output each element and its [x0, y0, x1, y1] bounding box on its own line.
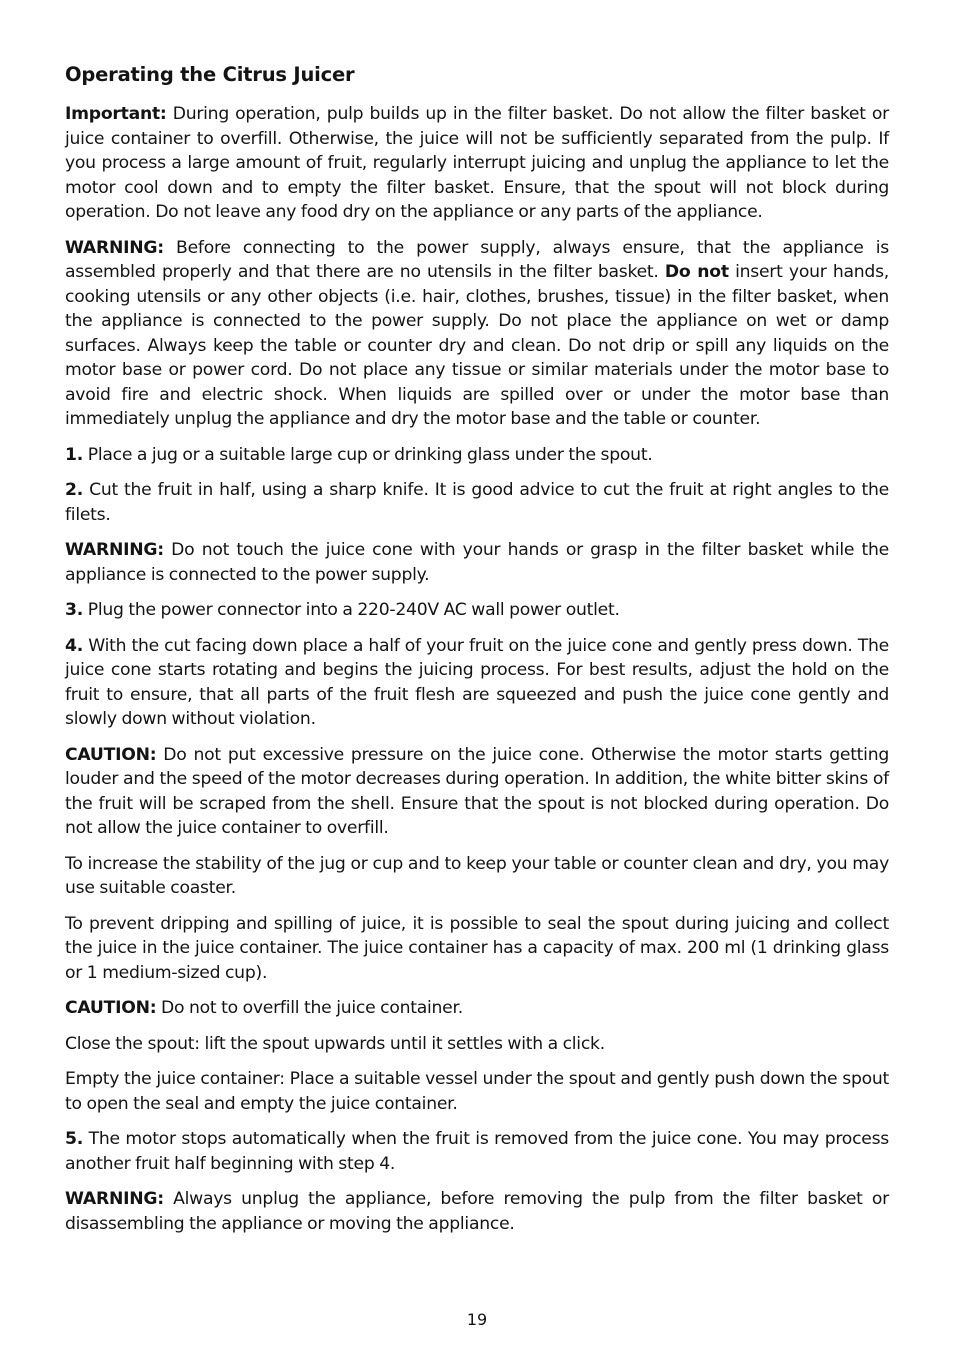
- body-paragraph: [65, 912, 889, 986]
- para-lead: WARNING:: [65, 237, 164, 258]
- warning-note: [65, 1187, 889, 1236]
- para-lead: CAUTION:: [65, 998, 157, 1018]
- para-lead: Important:: [65, 104, 167, 124]
- important-note: [65, 102, 889, 225]
- emphasis-text: Do not: [664, 262, 729, 282]
- para-text: Do not touch the juice cone with your hands or grasp in the filter basket while the appliance is connected to the power supply.: [65, 540, 889, 585]
- step-text: Place a jug or a suitable large cup or drinking glass under the spout.: [83, 444, 653, 465]
- para-text: Before connecting to the power supply, always ensure, that the appliance is assembled properly and that there are no utensils in the filter basket.: [65, 237, 889, 282]
- step-number: 1.: [65, 444, 83, 465]
- step-text: The motor stops automatically when the fruit is removed from the juice cone. You may process another fruit half beginning with step 4.: [65, 1129, 889, 1174]
- para-text-continued: insert your hands, cooking utensils or any other objects (i.e. hair, clothes, brushes, tissue) in the filter basket, when the appliance is connected to the power supply. Do not place the appliance on wet or damp surfaces. Always keep the table or counter dry and clean. Do not drip or spill any liquids on the motor base or power cord. Do not place any tissue or similar materials under the motor base to avoid fire and electric shock. When liquids are spilled over or under the motor base than immediately unplug the appliance and dry the motor base and the table or counter.: [65, 262, 889, 429]
- step-1: [65, 443, 889, 468]
- caution-note: [65, 743, 889, 841]
- para-lead: WARNING:: [65, 540, 164, 560]
- step-number: 5.: [65, 1129, 83, 1149]
- body-paragraph: [65, 1067, 889, 1116]
- para-text: Close the spout: lift the spout upwards until it settles with a click.: [65, 1033, 605, 1054]
- warning-note: [65, 538, 889, 587]
- step-number: 4.: [65, 635, 83, 656]
- para-text: To increase the stability of the jug or cup and to keep your table or counter clean and dry, you may use suitable coaster.: [65, 853, 889, 898]
- step-5: [65, 1127, 889, 1176]
- page-number: 19: [466, 1310, 488, 1329]
- step-4: [65, 634, 889, 732]
- para-text: During operation, pulp builds up in the filter basket. Do not allow the filter basket or juice container to overfill. Otherwise, the juice will not be sufficiently separated from the pulp. If you process a large amount of fruit, regularly interrupt juicing and unplug the appliance to let the motor cool down and to empty the filter basket. Ensure, that the spout will not block during operation. Do not leave any food dry on the appliance or any parts of the appliance.: [65, 104, 889, 222]
- body-paragraph: [65, 1032, 889, 1057]
- para-text: Do not to overfill the juice container.: [156, 998, 463, 1018]
- section-heading: Operating the Citrus Juicer: [65, 63, 355, 86]
- body-paragraph: [65, 852, 889, 901]
- caution-note: [65, 996, 889, 1021]
- warning-note: [65, 236, 889, 432]
- para-lead: CAUTION:: [65, 744, 157, 765]
- para-lead: WARNING:: [65, 1189, 164, 1209]
- step-text: Cut the fruit in half, using a sharp knife. It is good advice to cut the fruit at right angles to the filets.: [65, 480, 889, 525]
- step-text: With the cut facing down place a half of your fruit on the juice cone and gently press down. The juice cone starts rotating and begins the juicing process. For best results, adjust the hold on the fruit to ensure, that all parts of the fruit flesh are squeezed and push the juice cone gently and slowly down without violation.: [65, 635, 889, 729]
- step-number: 3.: [65, 600, 83, 620]
- manual-page: [65, 62, 889, 1247]
- step-3: [65, 598, 889, 623]
- para-text: To prevent dripping and spilling of juice, it is possible to seal the spout during juicing and collect the juice in the juice container. The juice container has a capacity of max. 200 ml (1 drinking glass or 1 medium-sized cup).: [65, 913, 889, 983]
- para-text: Always unplug the appliance, before removing the pulp from the filter basket or disassembling the appliance or moving the appliance.: [65, 1189, 889, 1234]
- step-2: [65, 478, 889, 527]
- step-number: 2.: [65, 480, 83, 500]
- para-text: Empty the juice container: Place a suitable vessel under the spout and gently push down the spout to open the seal and empty the juice container.: [65, 1069, 889, 1114]
- step-text: Plug the power connector into a 220-240V AC wall power outlet.: [83, 600, 620, 620]
- para-text: Do not put excessive pressure on the juice cone. Otherwise the motor starts getting louder and the speed of the motor decreases during operation. In addition, the white bitter skins of the fruit will be scraped from the shell. Ensure that the spout is not blocked during operation. Do not allow the juice container to overfill.: [65, 744, 889, 838]
